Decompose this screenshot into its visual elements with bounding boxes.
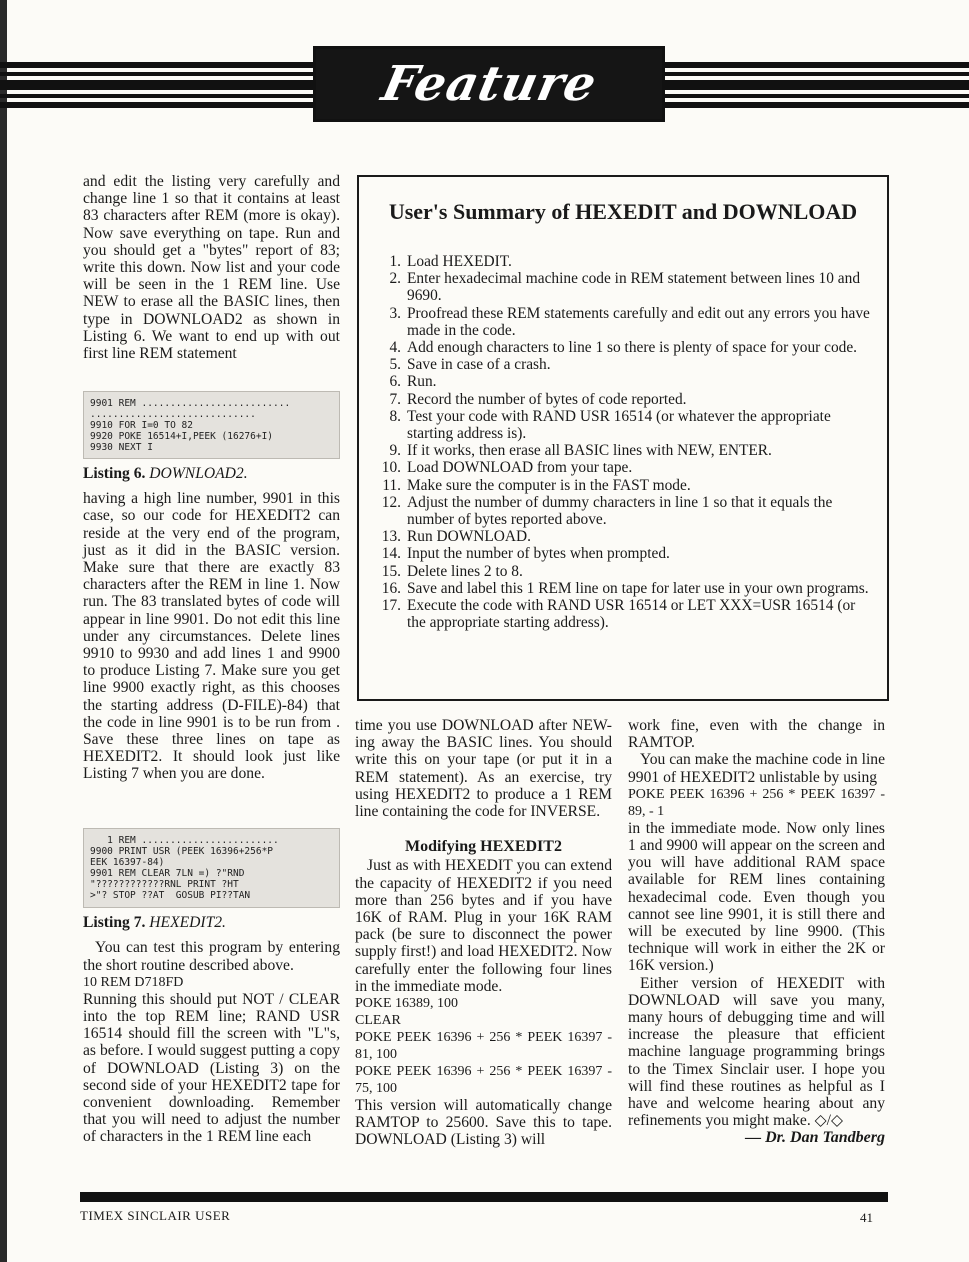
summary-item-text: Test your code with RAND USR 16514 (or whatever the appropriate starting address is).	[407, 407, 831, 443]
summary-item-text: Add enough characters to line 1 so there is plenty of space for your code.	[407, 339, 858, 357]
right-paragraph-3: in the immediate mode. Now only lines 1 and 9900 will appear on the screen and you will have additional RAM space available for REM lines containing hexadecimal code. Even though you cannot see line 9901, it is still there and will be executed by line 9900. (This technique will work in either the 2K or 16K version.)	[628, 819, 885, 975]
page-number: 41	[860, 1210, 873, 1225]
summary-item	[371, 597, 877, 631]
summary-item	[371, 545, 877, 562]
listing-7-image: 1 REM ........................ 9900 PRINT USR (PEEK 16396+256*P EEK 16397-84) 9901 REM CLEAR 7LN =) ?"RND "????????????RNL PRINT ?HT >"? STOP ??AT GOSUB PI??TAN	[83, 828, 340, 908]
summary-item-number: 10.	[381, 459, 401, 477]
summary-item-number: 6.	[389, 373, 401, 391]
summary-item	[371, 494, 877, 528]
summary-item	[371, 305, 877, 339]
closing-paragraph: Running this should put NOT / CLEAR into the top REM line; RAND USR 16514 should fill the screen with "L"s, as before. I would suggest putting a copy of DOWNLOAD (Listing 3) on the second side of your HEXEDIT2 tape for convenient downloading. Remember that you will need to adjust the number of characters in the 1 REM line each	[83, 990, 340, 1146]
code-poke-16389: POKE 16389, 100	[355, 996, 459, 1012]
page-binding-edge	[0, 0, 7, 1262]
summary-item	[371, 339, 877, 356]
right-paragraph-4-text: Either version of HEXEDIT with DOWNLOAD will save you many, many hours of debugging time and will increase the pleasure that efficient machine language programming brings to the Timex Sinclair user. I hope you will find these routines as helpful as I have and welcome hearing about any refinements you might make.	[628, 974, 885, 1130]
summary-item-number: 13.	[381, 528, 401, 546]
code-line: 10 REM D718FD	[83, 974, 184, 990]
banner-title: Feature	[376, 56, 602, 112]
right-paragraph-2: You can make the machine code in line 9901 of HEXEDIT2 unlistable by using	[628, 751, 885, 786]
summary-item-text: Enter hexadecimal machine code in REM statement between lines 10 and 9690.	[407, 270, 861, 305]
code-clear: CLEAR	[355, 1013, 401, 1029]
left-column	[83, 173, 340, 1146]
intro-paragraph: and edit the listing very carefully and change line 1 so that it contains at least 83 characters after REM (more is okay). Now save everything on tape. Run and you should get a "bytes" report of 83; write this down. Now list and your code will be seen in the 1 REM line. Use NEW to erase all the BASIC lines, then type in DOWNLOAD2 as shown in Listing 6. We want to end up with out first line REM statement	[83, 173, 340, 363]
code-unlistable: POKE PEEK 16396 + 256 * PEEK 16397 - 89, - 1	[628, 786, 885, 819]
summary-item	[371, 459, 877, 476]
code-poke-81: POKE PEEK 16396 + 256 * PEEK 16397 - 81, 100	[355, 1030, 612, 1063]
summary-list	[371, 253, 877, 631]
listing-6-caption	[83, 465, 340, 482]
summary-item	[371, 391, 877, 408]
summary-item	[371, 563, 877, 580]
summary-item-number: 1.	[389, 253, 401, 270]
summary-item-number: 7.	[389, 390, 401, 408]
summary-item-text: Record the number of bytes of code reported.	[407, 390, 687, 408]
banner-rule-right	[665, 72, 969, 76]
summary-item	[371, 477, 877, 494]
banner-rule-right	[665, 102, 969, 108]
summary-item-number: 11.	[382, 476, 401, 494]
feature-banner	[313, 46, 665, 122]
code-poke-75: POKE PEEK 16396 + 256 * PEEK 16397 - 75, 100	[355, 1064, 612, 1097]
summary-item-number: 9.	[389, 442, 401, 460]
end-mark: ◇/◇	[814, 1112, 843, 1130]
summary-item-number: 16.	[381, 579, 401, 597]
summary-item-text: Save and label this 1 REM line on tape for later use in your own programs.	[407, 579, 869, 597]
banner-rule-left	[0, 72, 313, 76]
listing-7-caption	[83, 914, 340, 931]
banner-rule-right	[665, 62, 969, 68]
middle-column	[355, 717, 612, 1149]
summary-item	[371, 442, 877, 459]
summary-item-number: 3.	[389, 304, 401, 322]
summary-item-number: 12.	[381, 493, 401, 511]
author-byline: — Dr. Dan Tandberg	[745, 1129, 885, 1147]
summary-item-number: 15.	[381, 562, 401, 580]
summary-item-number: 14.	[381, 545, 401, 563]
middle-paragraph: having a high line number, 9901 in this case, so our code for HEXEDIT2 can reside at the very end of the program, just as it did in the BASIC version. Make sure that there are exactly 83 characters after the REM in line 1. Now run. The 83 translated bytes of code will appear in line 9901. Do not edit this line under any circumstances. Delete lines 9910 to 9930 and add lines 1 and 9900 to produce Listing 7. Make sure you get line 9900 exactly right, as this chooses the starting address (D-FILE)-84) that the code in line 9901 is to be run from . Save these three lines on tape as HEXEDIT2. It should look just like Listing 7 when you are done.	[83, 490, 340, 783]
right-column	[628, 717, 885, 1147]
summary-item	[371, 408, 877, 442]
summary-item	[371, 580, 877, 597]
listing-7-label: Listing 7.	[83, 914, 146, 932]
summary-item-text: Run DOWNLOAD.	[407, 528, 531, 546]
summary-item-text: Load DOWNLOAD from your tape.	[407, 459, 633, 477]
summary-item-number: 8.	[389, 407, 401, 425]
banner-rule-left	[0, 94, 313, 98]
summary-item-number: 2.	[389, 270, 401, 288]
summary-item-text: Run.	[407, 373, 437, 391]
summary-item-text: Make sure the computer is in the FAST mode.	[407, 476, 691, 494]
summary-item	[371, 270, 877, 304]
summary-item-text: Input the number of bytes when prompted.	[407, 545, 670, 563]
summary-item-text: Delete lines 2 to 8.	[407, 562, 523, 580]
modifying-subheading: Modifying HEXEDIT2	[405, 838, 562, 856]
summary-item-text: Execute the code with RAND USR 16514 or LET XXX=USR 16514 (or the appropriate starting address).	[407, 597, 856, 632]
summary-item-text: Save in case of a crash.	[407, 356, 551, 374]
banner-rule-left	[0, 62, 313, 68]
summary-item-text: Adjust the number of dummy characters in line 1 so that it equals the number of bytes reported above.	[407, 493, 833, 529]
listing-6-label: Listing 6.	[83, 465, 146, 482]
listing-6-name: DOWNLOAD2.	[149, 465, 248, 482]
summary-item-text: If it works, then erase all BASIC lines with NEW, ENTER.	[407, 442, 772, 460]
summary-item	[371, 253, 877, 270]
summary-item-text: Load HEXEDIT.	[407, 253, 512, 270]
summary-title: User's Summary of HEXEDIT and DOWNLOAD	[388, 199, 858, 224]
users-summary-box	[357, 175, 889, 701]
footer-publication: TIMEX SINCLAIR USER	[80, 1208, 231, 1223]
middle-paragraph-3: This version will automatically change RAMTOP to 25600. Save this to tape. DOWNLOAD (Listing 3) will	[355, 1097, 612, 1149]
middle-paragraph-1: time you use DOWNLOAD after NEW-ing away the BASIC lines. You should write this on your tape (or put it in a REM statement). As an exercise, try using HEXEDIT2 to produce a 1 REM line containing the code for INVERSE.	[355, 717, 612, 821]
summary-item	[371, 373, 877, 390]
banner-rule-left	[0, 102, 313, 108]
banner-rule-right	[665, 80, 969, 90]
summary-item	[371, 356, 877, 373]
right-paragraph-1: work fine, even with the change in RAMTOP.	[628, 717, 885, 752]
summary-item-number: 4.	[389, 339, 401, 357]
banner-rule-right	[665, 94, 969, 98]
right-paragraph-4	[628, 975, 885, 1130]
summary-item-number: 17.	[381, 597, 401, 615]
listing-6-image: 9901 REM .......................... ............................. 9910 FOR I=0 TO 82 9920 POKE 16514+I,PEEK (16276+I) 9930 NEXT I	[83, 391, 340, 459]
footer-rule	[80, 1192, 888, 1202]
listing-7-name: HEXEDIT2.	[149, 914, 226, 932]
summary-item	[371, 528, 877, 545]
banner-rule-left	[0, 80, 313, 90]
test-paragraph: You can test this program by entering the short routine described above.	[83, 939, 340, 974]
summary-item-text: Proofread these REM statements carefully and edit out any errors you have made in the code.	[407, 304, 870, 339]
summary-item-number: 5.	[389, 356, 401, 374]
middle-paragraph-2: Just as with HEXEDIT you can extend the capacity of HEXEDIT2 if you need more than 256 bytes and if you have 16K of RAM. Plug in your 16K RAM pack (be sure to disconnect the power supply first!) and load HEXEDIT2. Now carefully enter the following four lines in the immediate mode.	[355, 857, 612, 995]
